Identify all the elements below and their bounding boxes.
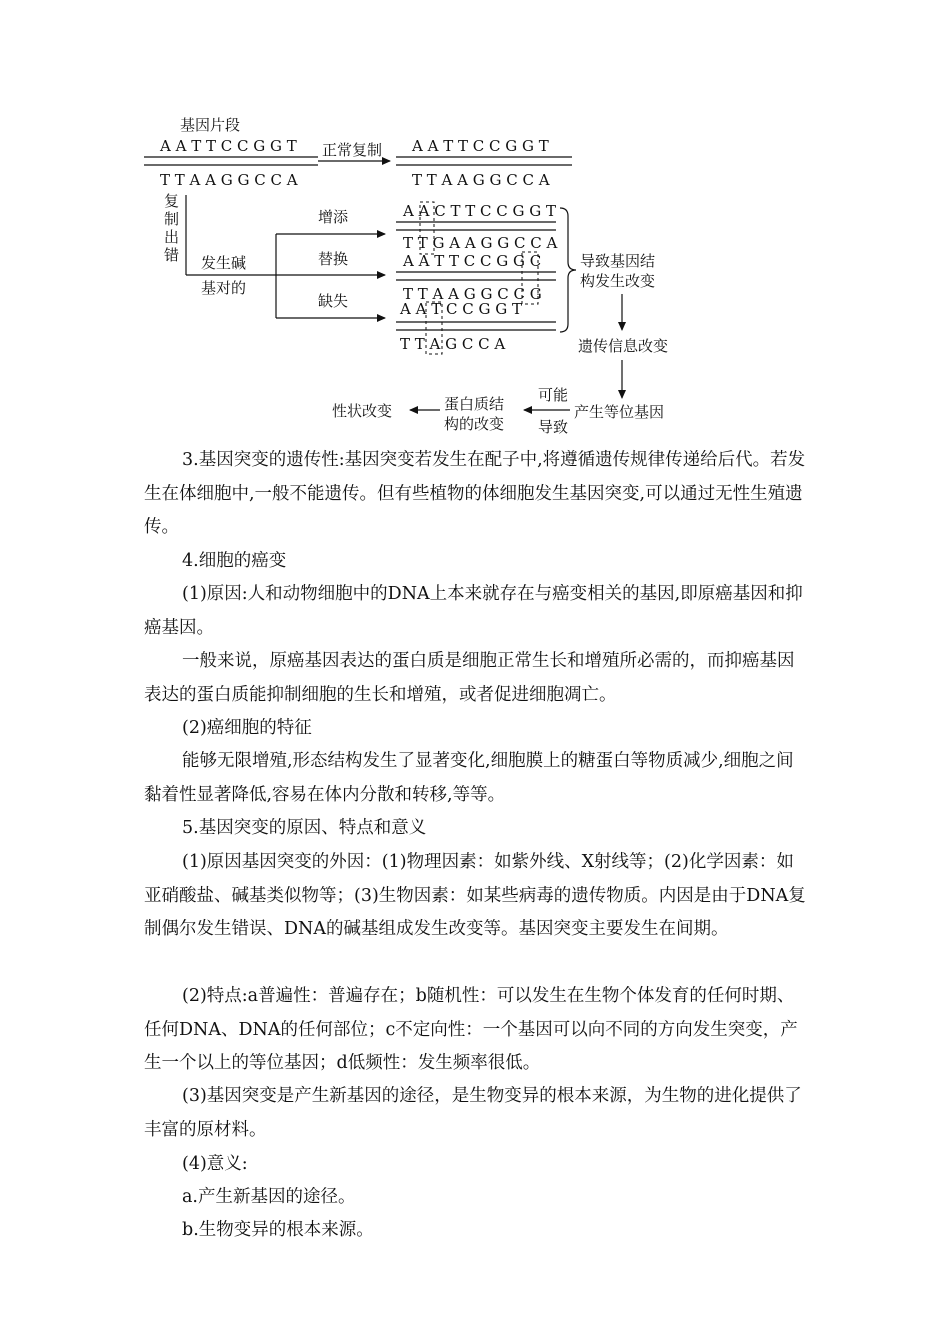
cancer-cell-features: 能够无限增殖,形态结构发生了显著变化,细胞膜上的糖蛋白等物质减少,细胞之间黏着性显著降低,容易在体内分散和转移,等等。 bbox=[144, 751, 794, 805]
replication-error-char-3: 出 bbox=[164, 228, 180, 246]
cancer-cause-paragraph: (1)原因:人和动物细胞中的DNA上本来就存在与癌变相关的基因,即原癌基因和抑癌基因。 bbox=[144, 584, 803, 638]
addition-top-strand: A A C T T C C G G T bbox=[403, 202, 556, 220]
protein-change-2: 构的改变 bbox=[444, 415, 505, 433]
deletion-top-strand: A A T C C G G T bbox=[400, 300, 522, 318]
substitution-top-strand: A A T T C C G G C bbox=[403, 252, 542, 270]
mutation-features: (2)特点:a普遍性：普遍存在；b随机性：可以发生在生物个体发育的任何时期、任何DNA、DNA的任何部位；c不定向性：一个基因可以向不同的方向发生突变，产生一个以上的等位基因；d低频性：发生频率很低。 bbox=[144, 986, 798, 1074]
genetic-info-change: 遗传信息改变 bbox=[578, 337, 669, 355]
meaning-item-a: a.产生新基因的途径。 bbox=[182, 1187, 356, 1207]
replication-error-char-1: 复 bbox=[164, 192, 180, 210]
normal-bottom-strand: T T A A G G C C A bbox=[412, 171, 550, 189]
normal-top-strand: A A T T C C G G T bbox=[412, 137, 549, 155]
deletion-bottom-strand: T T A G C C A bbox=[400, 335, 506, 353]
cancer-heading: 4.细胞的癌变 bbox=[182, 551, 287, 571]
protein-change-1: 蛋白质结 bbox=[444, 395, 505, 413]
allele-label: 产生等位基因 bbox=[574, 403, 665, 421]
gene-structure-change-1: 导致基因结 bbox=[580, 252, 656, 270]
mutation-causes: (1)原因基因突变的外因：(1)物理因素：如紫外线、X射线等；(2)化学因素：如亚硝酸盐、碱基类似物等；(3)生物因素：如某些病毒的遗传物质。内因是由于DNA复制偶尔发生错误、DNA的碱基组成发生改变等。基因突变主要发生在间期。 bbox=[144, 852, 806, 940]
cause-label: 导致 bbox=[538, 418, 569, 436]
may-label: 可能 bbox=[538, 386, 569, 404]
substitution-label: 替换 bbox=[318, 250, 349, 268]
original-bottom-strand: T T A A G G C C A bbox=[160, 171, 298, 189]
addition-bottom-strand: T T G A A G G C C A bbox=[403, 234, 558, 252]
gene-mutation-diagram bbox=[0, 0, 950, 445]
gene-fragment-label: 基因片段 bbox=[180, 116, 241, 134]
replication-error-char-4: 错 bbox=[164, 246, 180, 264]
base-pair-label-2: 基对的 bbox=[201, 279, 247, 297]
cancer-cell-heading: (2)癌细胞的特征 bbox=[182, 718, 312, 738]
substitution-bottom-strand: T T A A G G C C G bbox=[403, 285, 542, 303]
right-brace bbox=[560, 208, 576, 332]
base-pair-label-1: 发生碱 bbox=[201, 254, 247, 272]
trait-change: 性状改变 bbox=[332, 402, 393, 420]
mutation-significance: (3)基因突变是产生新基因的途径，是生物变异的根本来源，为生物的进化提供了丰富的原材料。 bbox=[144, 1086, 802, 1140]
heritability-paragraph: 3.基因突变的遗传性:基因突变若发生在配子中,将遵循遗传规律传递给后代。若发生在体细胞中,一般不能遗传。但有些植物的体细胞发生基因突变,可以通过无性生殖遗传。 bbox=[144, 450, 806, 538]
mutation-heading: 5.基因突变的原因、特点和意义 bbox=[182, 818, 427, 838]
normal-replication-label: 正常复制 bbox=[322, 141, 383, 159]
meaning-heading: (4)意义: bbox=[182, 1154, 248, 1174]
replication-error-char-2: 制 bbox=[164, 210, 180, 228]
addition-label: 增添 bbox=[318, 208, 349, 226]
gene-structure-change-2: 构发生改变 bbox=[580, 272, 656, 290]
original-top-strand: A A T T C C G G T bbox=[160, 137, 297, 155]
deletion-label: 缺失 bbox=[318, 292, 349, 310]
oncogene-paragraph: 一般来说，原癌基因表达的蛋白质是细胞正常生长和增殖所必需的，而抑癌基因表达的蛋白质能抑制细胞的生长和增殖，或者促进细胞凋亡。 bbox=[144, 651, 795, 705]
meaning-item-b: b.生物变异的根本来源。 bbox=[182, 1220, 374, 1240]
